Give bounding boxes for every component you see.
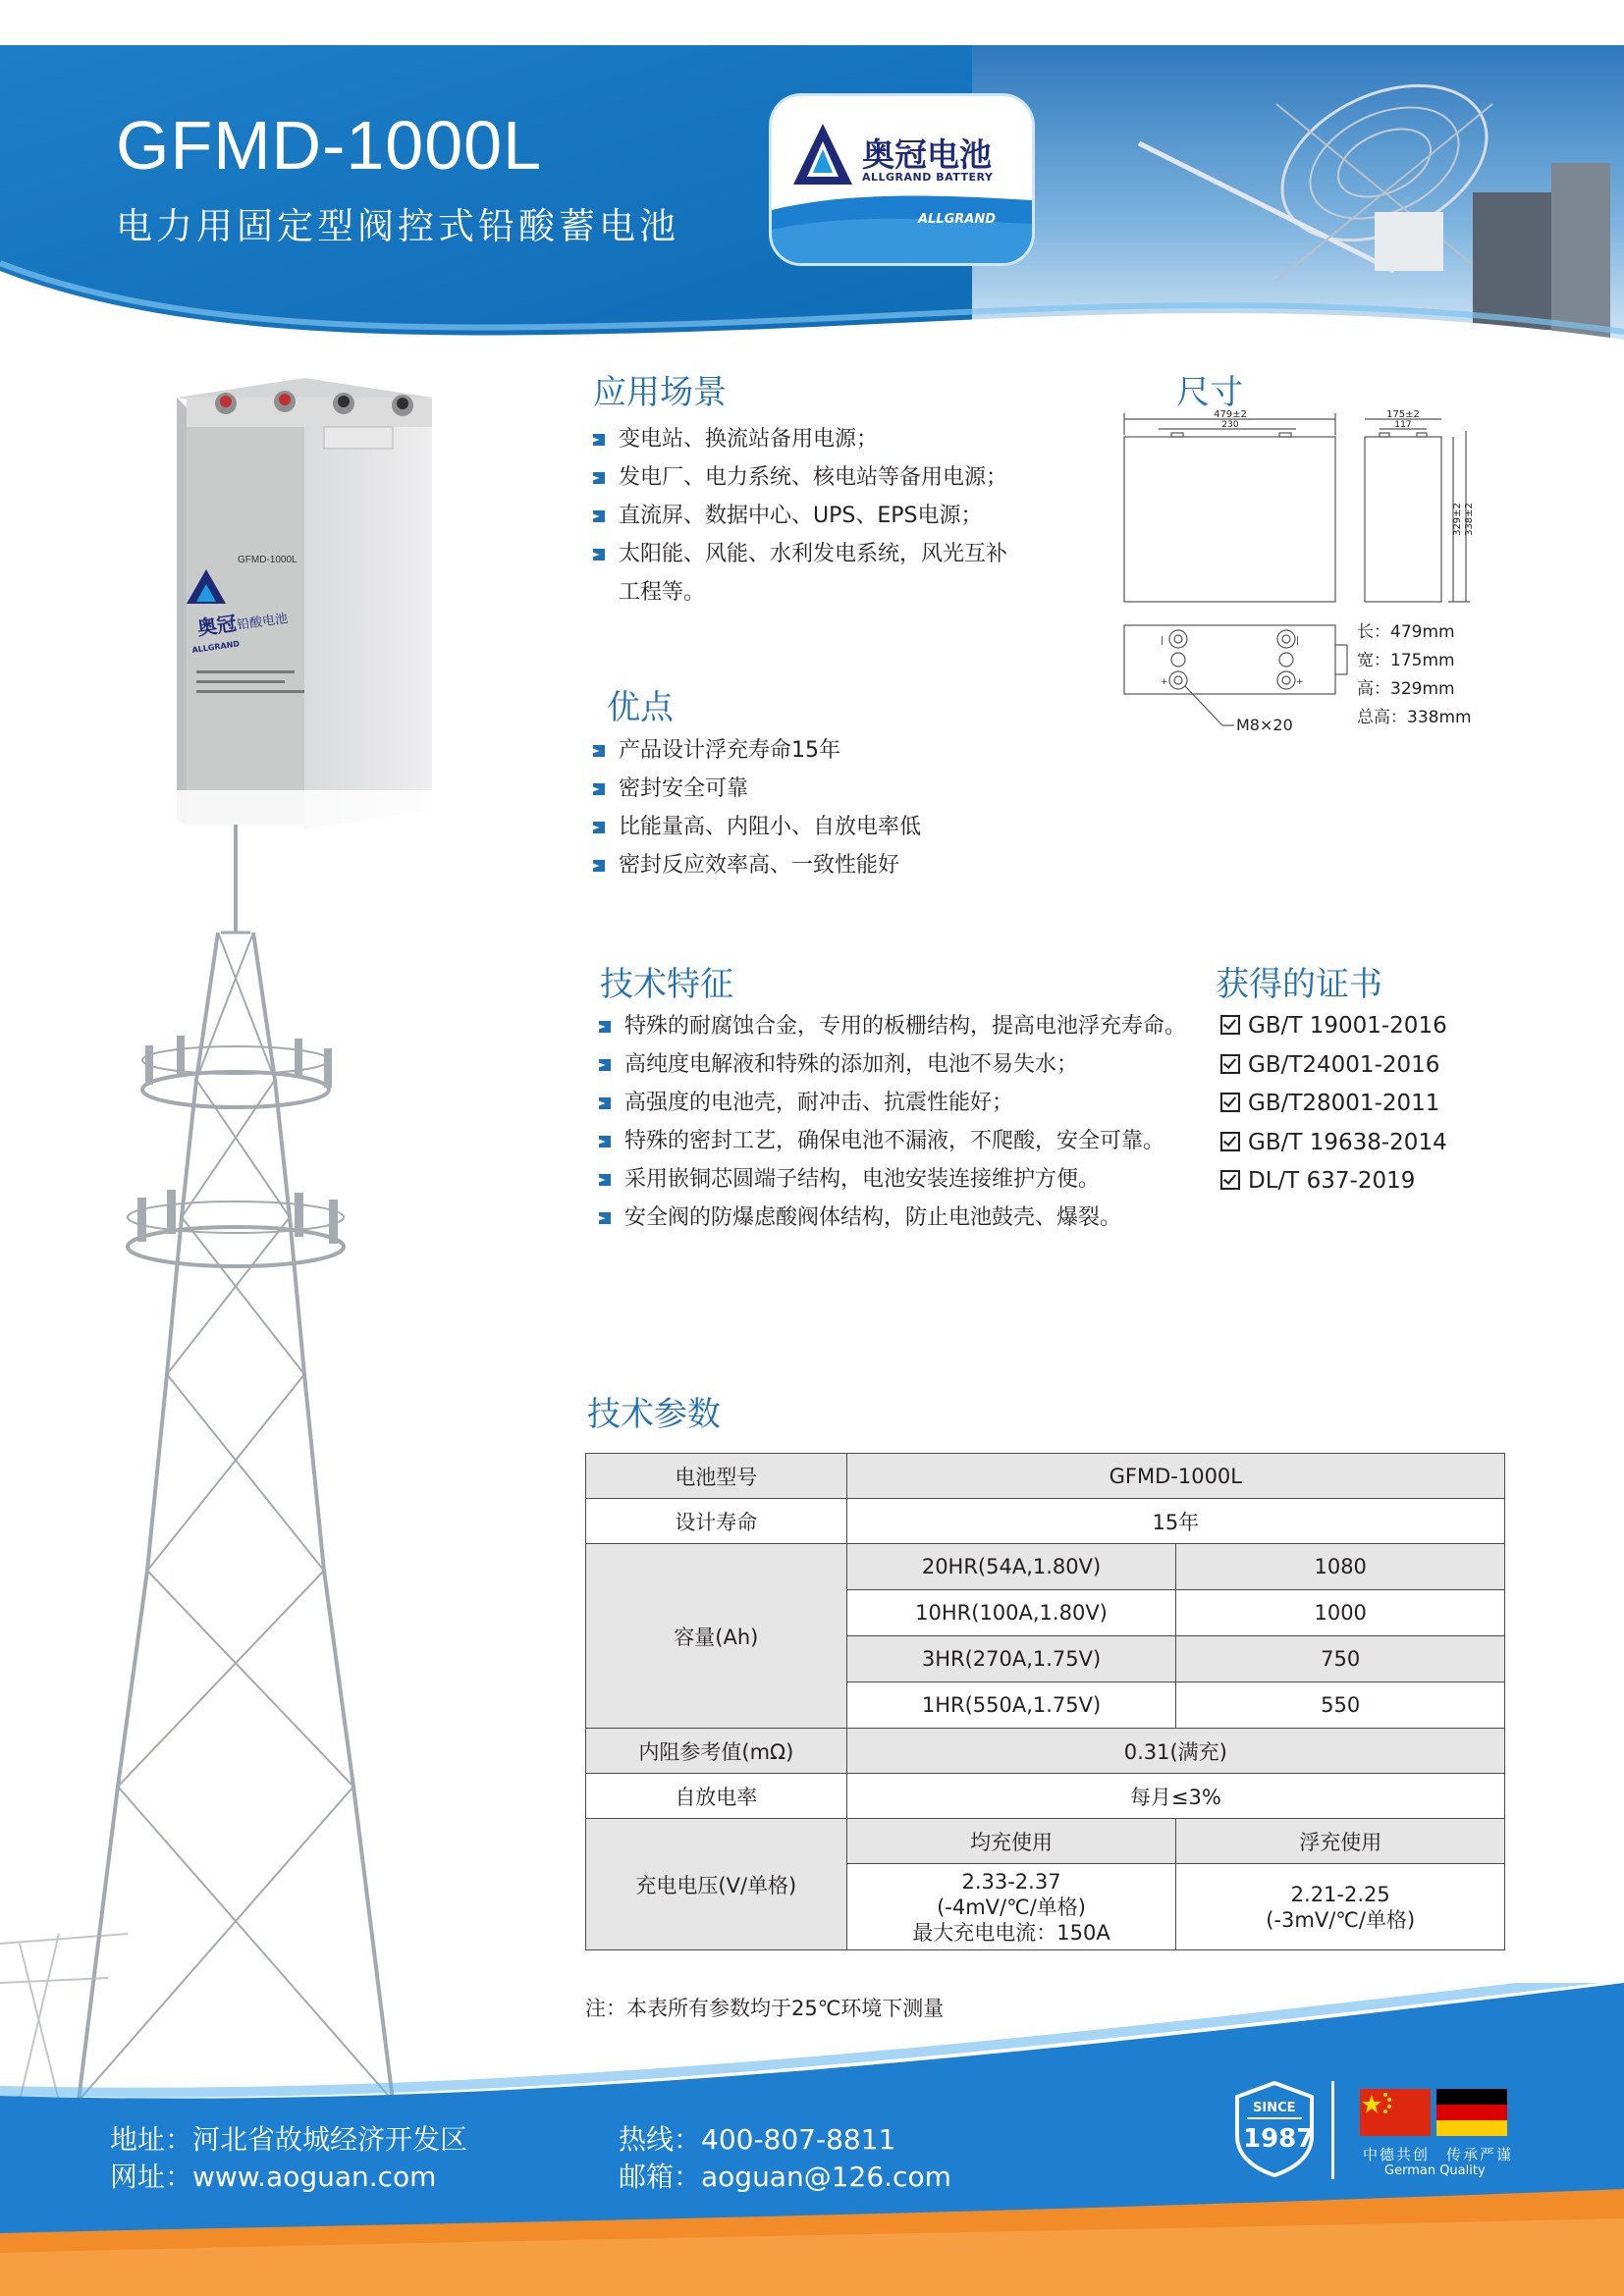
list-item: 发电厂、电力系统、核电站等备用电源； xyxy=(593,458,1007,497)
list-item: 太阳能、风能、水利发电系统，风光互补 xyxy=(593,535,1007,573)
battery-label-model: GFMD-1000L xyxy=(238,555,298,565)
footer-address: 地址：河北省故城经济开发区 xyxy=(110,2123,468,2156)
logo-blue-band xyxy=(772,190,1032,263)
table-cell: 15年 xyxy=(846,1499,1504,1544)
list-item: 采用嵌铜芯圆端子结构，电池安装连接维护方便。 xyxy=(599,1160,1186,1199)
dim-height: 高：329mm xyxy=(1357,679,1455,699)
battery-label-brand: 奥冠 xyxy=(195,611,239,640)
spec-table xyxy=(585,1453,1505,1950)
dim-terminal-label: M8×20 xyxy=(1236,716,1293,734)
logo-band-text: ALLGRAND xyxy=(917,212,996,227)
table-cell: 1080 xyxy=(1176,1544,1505,1590)
svg-text:|: | xyxy=(1296,636,1300,646)
application-heading: 应用场景 xyxy=(593,373,727,412)
list-item: 产品设计浮充寿命15年 xyxy=(593,731,921,770)
list-item: 高强度的电池壳，耐冲击、抗震性能好； xyxy=(599,1084,1186,1122)
certificates-list xyxy=(1220,1007,1447,1201)
dimensions-heading: 尺寸 xyxy=(1176,373,1243,412)
certificate-item: GB/T24001-2016 xyxy=(1220,1046,1447,1086)
list-item: 比能量高、内阻小、自放电率低 xyxy=(593,808,921,846)
dim-height-1: 329±2 xyxy=(1452,503,1463,536)
battery-product-image xyxy=(128,358,501,839)
table-cell: 550 xyxy=(1176,1682,1505,1729)
table-cell: 20HR(54A,1.80V) xyxy=(846,1544,1176,1590)
checkbox-icon xyxy=(1220,1093,1240,1112)
table-cell: 2.21-2.25 (-3mV/℃/单格) xyxy=(1176,1864,1505,1950)
battery-label-product: 铅酸电池 xyxy=(236,611,290,633)
list-item: 安全阀的防爆虑酸阀体结构，防止电池鼓壳、爆裂。 xyxy=(599,1199,1186,1237)
quality-slogan-en: German Quality xyxy=(1384,2163,1486,2178)
dim-side-width: 175±2 xyxy=(1386,409,1420,420)
table-cell: 浮充使用 xyxy=(1176,1819,1505,1864)
germany-flag-icon xyxy=(1436,2089,1507,2136)
page-subtitle: 电力用固定型阀控式铅酸蓄电池 xyxy=(116,205,679,247)
tech-features-list xyxy=(599,1007,1186,1237)
triangle-logo-icon xyxy=(791,120,854,188)
table-cell: 2.33-2.37 (-4mV/℃/单格) 最大充电电流：150A xyxy=(846,1864,1176,1950)
footer-email[interactable]: 邮箱：aoguan@126.com xyxy=(619,2161,951,2193)
table-cell: 电池型号 xyxy=(586,1454,847,1499)
quality-slogan-cn: 中德共创 传承严谨 xyxy=(1363,2146,1514,2163)
list-item: 密封反应效率高、一致性能好 xyxy=(593,846,921,884)
telecom-tower-illustration xyxy=(0,825,589,2101)
table-row xyxy=(586,1729,1505,1774)
since-year: 1987 xyxy=(1243,2124,1315,2154)
checkbox-icon xyxy=(1220,1015,1240,1035)
certificate-item: GB/T28001-2011 xyxy=(1220,1085,1447,1124)
logo-brand-name: 奥冠电池 xyxy=(862,135,992,174)
list-item: 特殊的密封工艺，确保电池不漏液，不爬酸，安全可靠。 xyxy=(599,1122,1186,1160)
list-item: 直流屏、数据中心、UPS、EPS电源； xyxy=(593,497,1007,535)
advantages-list xyxy=(593,731,921,884)
table-cell: 容量(Ah) xyxy=(586,1544,847,1729)
checkbox-icon xyxy=(1220,1132,1240,1151)
list-item: 密封安全可靠 xyxy=(593,770,921,808)
table-cell: 自放电率 xyxy=(586,1774,847,1819)
dim-length: 长：479mm xyxy=(1357,622,1455,642)
tech-features-heading: 技术特征 xyxy=(600,965,733,1004)
dim-width: 宽：175mm xyxy=(1357,651,1455,670)
table-row xyxy=(586,1774,1505,1819)
china-flag-icon xyxy=(1360,2089,1431,2136)
svg-text:+: + xyxy=(1296,677,1304,687)
dimension-specs xyxy=(1357,618,1472,732)
dim-front-inner: 230 xyxy=(1221,420,1239,430)
table-cell: 充电电压(V/单格) xyxy=(586,1819,847,1950)
table-row xyxy=(586,1454,1505,1499)
table-cell: 10HR(100A,1.80V) xyxy=(846,1590,1176,1636)
certificate-item: GB/T 19638-2014 xyxy=(1220,1124,1447,1163)
table-cell: 1000 xyxy=(1176,1590,1505,1636)
table-row xyxy=(586,1819,1505,1864)
brand-logo-card xyxy=(772,96,1032,263)
footer-website[interactable]: 网址：www.aoguan.com xyxy=(110,2161,437,2193)
certificate-item: DL/T 637-2019 xyxy=(1220,1162,1447,1201)
logo-brand-english: ALLGRAND BATTERY xyxy=(862,171,994,184)
svg-text:|: | xyxy=(1161,636,1164,646)
dim-height-2: 338±2 xyxy=(1464,503,1475,536)
table-cell: 3HR(270A,1.75V) xyxy=(846,1636,1176,1682)
dim-side-inner: 117 xyxy=(1394,420,1412,430)
table-cell: 内阻参考值(mΩ) xyxy=(586,1729,847,1774)
page-title: GFMD-1000L xyxy=(116,107,543,184)
table-cell: 均充使用 xyxy=(846,1819,1176,1864)
advantages-heading: 优点 xyxy=(607,688,674,727)
checkbox-icon xyxy=(1220,1170,1240,1190)
table-cell: 设计寿命 xyxy=(586,1499,847,1544)
table-cell: 750 xyxy=(1176,1636,1505,1682)
table-cell: GFMD-1000L xyxy=(846,1454,1504,1499)
certificates-heading: 获得的证书 xyxy=(1216,965,1382,1004)
table-row xyxy=(586,1544,1505,1590)
application-list xyxy=(593,420,1007,612)
table-cell: 1HR(550A,1.75V) xyxy=(846,1682,1176,1729)
list-item: 工程等。 xyxy=(619,580,706,605)
list-item: 特殊的耐腐蚀合金，专用的板栅结构，提高电池浮充寿命。 xyxy=(599,1007,1186,1045)
dim-total-height: 总高：338mm xyxy=(1357,708,1472,727)
table-row xyxy=(586,1499,1505,1544)
svg-text:+: + xyxy=(1161,677,1168,687)
footer-divider xyxy=(1331,2081,1334,2179)
list-item: 变电站、换流站备用电源； xyxy=(593,420,1007,458)
footer-hotline[interactable]: 热线：400-807-8811 xyxy=(619,2123,896,2156)
battery-label-brand-en: ALLGRAND xyxy=(191,639,241,655)
table-note: 注：本表所有参数均于25℃环境下测量 xyxy=(585,1997,945,2020)
table-cell: 每月≤3% xyxy=(846,1774,1504,1819)
checkbox-icon xyxy=(1220,1054,1240,1074)
since-label: SINCE xyxy=(1253,2101,1296,2115)
table-cell: 0.31(满充) xyxy=(846,1729,1504,1774)
list-item: 高纯度电解液和特殊的添加剂，电池不易失水； xyxy=(599,1045,1186,1084)
dim-front-width: 479±2 xyxy=(1214,409,1247,420)
params-heading: 技术参数 xyxy=(587,1395,721,1434)
certificate-item: GB/T 19001-2016 xyxy=(1220,1007,1447,1046)
